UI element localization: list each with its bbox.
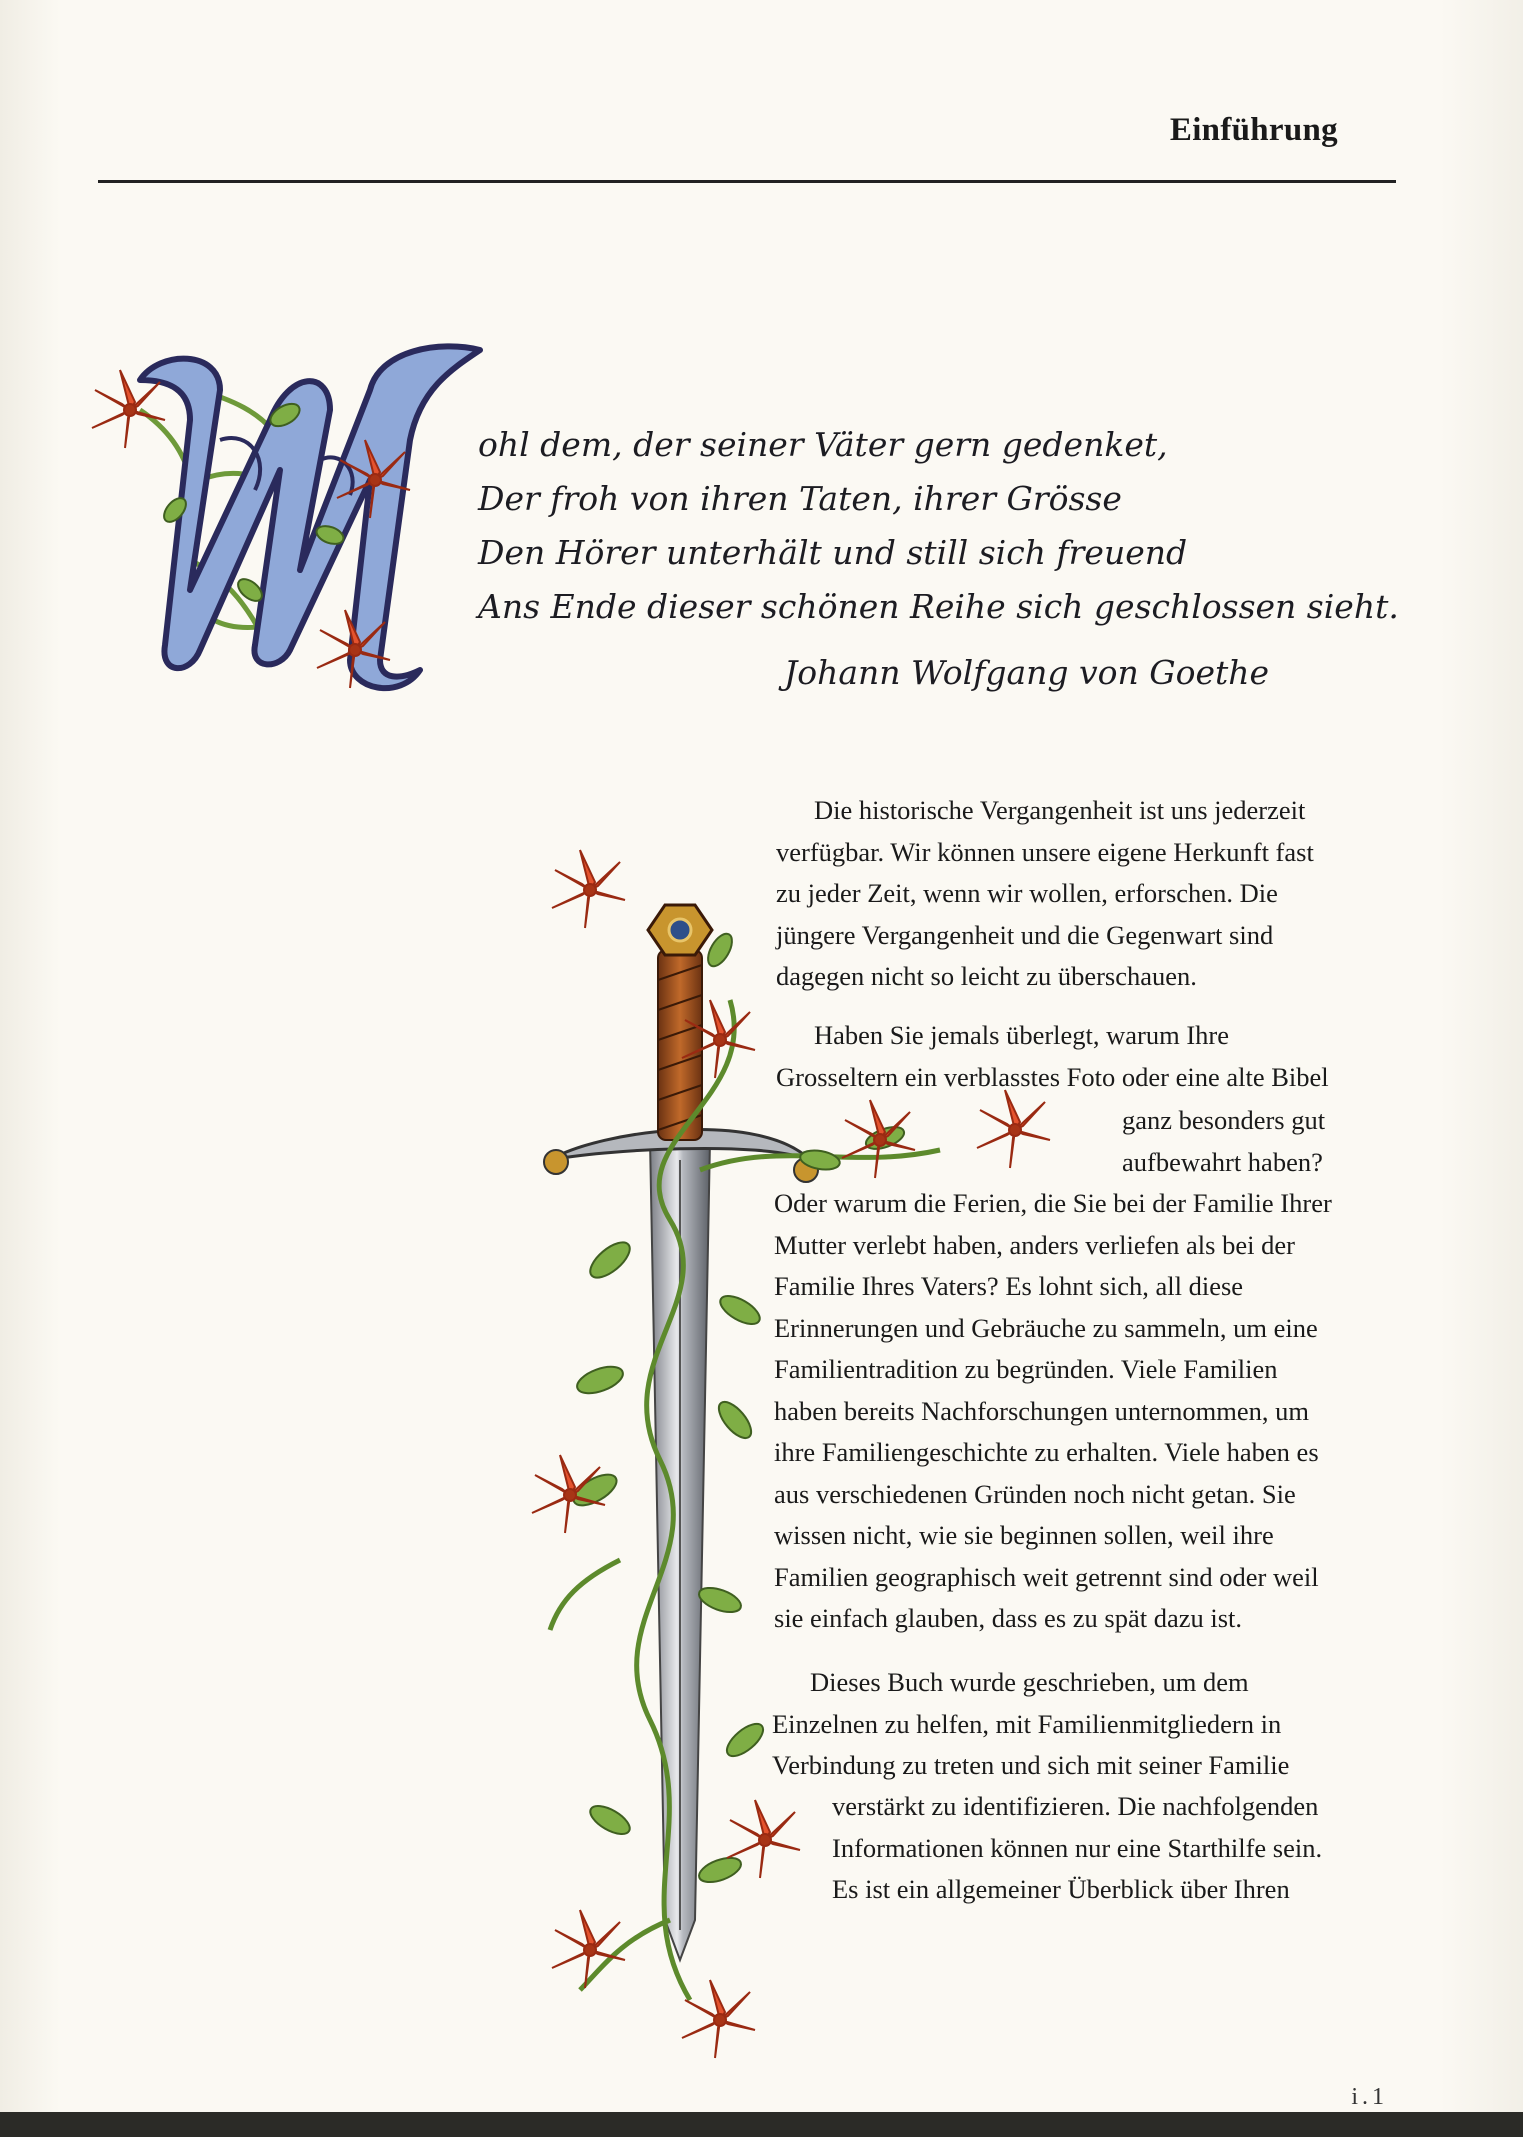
text-line: Erinnerungen und Gebräuche zu sammeln, um eine <box>774 1312 1318 1343</box>
paragraph-3-continued <box>832 1786 1322 1911</box>
paragraph-2 <box>776 1015 1329 1098</box>
poem-author: Johann Wolfgang von Goethe <box>784 653 1270 692</box>
poem-line: Der froh von ihren Taten, ihrer Grösse <box>478 479 1122 518</box>
text-line: wissen nicht, wie sie beginnen sollen, weil ihre <box>774 1520 1274 1550</box>
header-rule <box>98 180 1396 183</box>
text-line: zu jeder Zeit, wenn wir wollen, erforschen. Die <box>776 878 1278 908</box>
poem-line: Ans Ende dieser schönen Reihe sich geschlossen sieht. <box>478 587 1399 626</box>
poem-line: Den Hörer unterhält und still sich freuend <box>478 533 1188 572</box>
text-line: Oder warum die Ferien, die Sie bei der Familie Ihrer <box>774 1188 1332 1218</box>
text-line: verfügbar. Wir können unsere eigene Herkunft fast <box>776 836 1314 867</box>
text-line: Verbindung zu treten und sich mit seiner Familie <box>772 1750 1290 1780</box>
text-line: aufbewahrt haben? <box>1122 1146 1323 1177</box>
page-bottom-edge <box>0 2112 1523 2137</box>
text-line: dagegen nicht so leicht zu überschauen. <box>776 961 1197 991</box>
text-line: Grosseltern ein verblasstes Foto oder eine alte Bibel <box>776 1061 1329 1092</box>
text-line: Familien geographisch weit getrennt sind oder weil <box>774 1561 1319 1592</box>
text-line: haben bereits Nachforschungen unternommen, um <box>774 1395 1309 1426</box>
page-number: i.1 <box>1351 2084 1388 2110</box>
text-line: Die historische Vergangenheit ist uns jederzeit <box>814 795 1306 825</box>
poem <box>478 418 1399 692</box>
text-line: Einzelnen zu helfen, mit Familienmitgliedern in <box>772 1708 1282 1739</box>
text-line: Informationen können nur eine Starthilfe sein. <box>832 1832 1323 1863</box>
text-line: jüngere Vergangenheit und die Gegenwart sind <box>776 919 1274 950</box>
text-line: Dieses Buch wurde geschrieben, um dem <box>810 1667 1249 1697</box>
text-line: sie einfach glauben, dass es zu spät dazu ist. <box>774 1603 1243 1633</box>
paragraph-2-continued <box>774 1183 1332 1640</box>
text-line: Haben Sie jemals überlegt, warum Ihre <box>814 1020 1230 1050</box>
text-line: Mutter verlebt haben, anders verliefen als bei der <box>774 1229 1295 1260</box>
page-header-title: Einführung <box>1169 112 1338 148</box>
illuminated-initial-w <box>80 330 500 700</box>
paragraph-2-wrap <box>1122 1100 1325 1183</box>
text-line: ganz besonders gut <box>1122 1105 1326 1135</box>
paragraph-3 <box>772 1662 1289 1787</box>
poem-line: ohl dem, der seiner Väter gern gedenket, <box>478 425 1168 464</box>
text-line: verstärkt zu identifizieren. Die nachfolgenden <box>832 1791 1319 1821</box>
text-line: Es ist ein allgemeiner Überblick über Ihren <box>832 1874 1290 1904</box>
text-line: aus verschiedenen Gründen noch nicht getan. Sie <box>774 1478 1296 1509</box>
paragraph-1 <box>776 790 1314 998</box>
text-line: Familie Ihres Vaters? Es lohnt sich, all diese <box>774 1271 1244 1301</box>
text-line: Familientradition zu begründen. Viele Familien <box>774 1354 1278 1384</box>
text-line: ihre Familiengeschichte zu erhalten. Viele haben es <box>774 1437 1319 1467</box>
